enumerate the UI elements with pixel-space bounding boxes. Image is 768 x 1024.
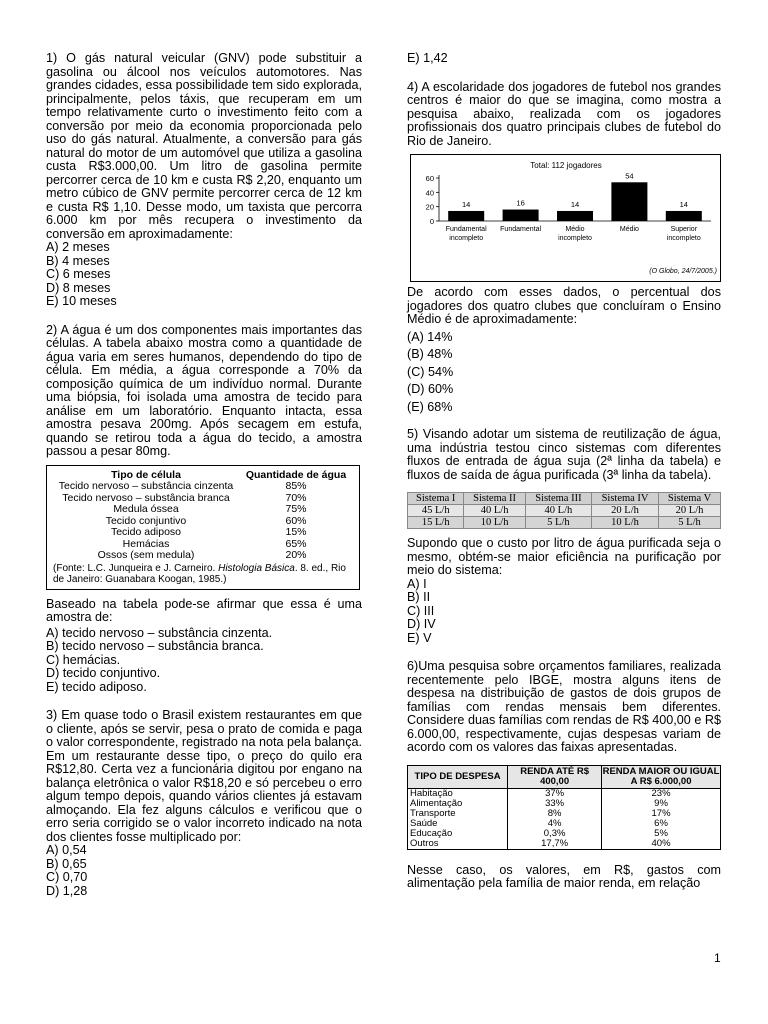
table-cell: Medula óssea <box>113 503 179 515</box>
table-cell: 5 L/h <box>525 517 591 529</box>
option[interactable]: A) 0,54 <box>46 843 87 857</box>
table-cell: 40% <box>602 839 721 850</box>
table-row <box>408 799 721 809</box>
bar-value-label: 54 <box>625 171 634 181</box>
option[interactable]: B) tecido nervoso – substância branca. <box>46 639 264 653</box>
table-source: (Fonte: L.C. Junqueira e J. Carneiro. Histologia Básica. 8. ed., Rio de Janeiro: Guanabara Koogan, 1985.) <box>53 562 346 585</box>
bar <box>666 211 702 221</box>
table-cell: Sistema II <box>464 493 525 505</box>
table-cell: Sistema I <box>408 493 464 505</box>
table-row <box>408 809 721 819</box>
option[interactable]: C) 6 meses <box>46 267 111 281</box>
table-cell: 40 L/h <box>525 505 591 517</box>
option[interactable]: (D) 60% <box>407 382 454 396</box>
question-6-continuation: Nesse caso, os valores, em R$, gastos com alimentação pela família de maior renda, em relação <box>407 862 721 890</box>
bar-value-label: 14 <box>462 199 471 209</box>
bar <box>611 182 647 221</box>
table-cell: Sistema III <box>525 493 591 505</box>
table-header: RENDA ATÉ R$ 400,00 <box>508 765 602 788</box>
y-tick-label: 0 <box>429 217 434 226</box>
table-cell: 4% <box>508 819 602 829</box>
option[interactable]: D) 8 meses <box>46 280 111 295</box>
question-5-text: 5) Visando adotar um sistema de reutilização de água, uma indústria testou cinco sistemas com diferentes fluxos de entrada de água suja (2ª linha da tabela) e fluxos de saída de água purificada (3ª linha da tabela). <box>407 427 721 482</box>
x-tick-label: Fundamental <box>445 226 487 233</box>
x-tick-label: incompleto <box>449 235 484 242</box>
option[interactable]: D) IV <box>407 617 436 631</box>
table-cell: Alimentação <box>408 799 508 809</box>
question-6-text: 6)Uma pesquisa sobre orçamentos familiares, realizada recentemente pelo IBGE, mostra alguns itens de despesa na distribuição de gastos de dois grupos de famílias com rendas mensais bem diferentes. Considere duas famílias com rendas de R$ 400,00 e R$ 6.000,00, respectivamente, cujas despesas variam de acordo com os valores das faixas apresentadas. <box>407 659 721 754</box>
chart-title: Total: 112 jogadores <box>530 161 602 170</box>
table-cell: Sistema IV <box>592 493 659 505</box>
x-tick-label: Médio <box>619 226 639 233</box>
option[interactable]: A) 2 meses <box>46 240 110 254</box>
question-2-prompt: Baseado na tabela pode-se afirmar que essa é uma amostra de: <box>46 596 362 624</box>
option[interactable]: E) 1,42 <box>407 51 448 65</box>
table-row <box>408 517 721 529</box>
table-cell: 0,3% <box>508 829 602 839</box>
table-row <box>408 505 721 517</box>
bar <box>503 210 539 221</box>
table-header: Quantidade de água <box>245 468 347 481</box>
x-tick-label: incompleto <box>558 235 592 242</box>
table-row <box>53 527 353 539</box>
table-header: Tipo de célula <box>111 468 181 481</box>
option[interactable]: C) 0,70 <box>46 870 88 884</box>
table-cell: 6% <box>602 819 721 829</box>
option[interactable]: D) 1,28 <box>46 883 88 898</box>
question-1-options <box>46 241 362 309</box>
bar-chart <box>411 155 721 279</box>
question-3-options <box>46 844 362 898</box>
table-cell: Hemácias <box>122 537 170 550</box>
option[interactable]: B) II <box>407 590 431 604</box>
table-row <box>53 550 353 562</box>
y-tick-label: 60 <box>425 174 434 183</box>
chart-source: (O Globo, 24/7/2005.) <box>649 268 717 275</box>
table-cell: Tecido conjuntivo <box>105 514 187 527</box>
y-tick-label: 40 <box>425 188 434 198</box>
table-row <box>408 819 721 829</box>
table-cell: Sistema V <box>659 493 721 505</box>
table-cell: 17,7% <box>508 839 602 850</box>
table-cell: Ossos (sem medula) <box>97 549 195 561</box>
page-number: 1 <box>714 951 721 965</box>
table-cell: Habitação <box>408 788 508 799</box>
table-row <box>53 481 353 493</box>
table-header: TIPO DE DESPESA <box>408 765 508 788</box>
table-cell: 60% <box>285 514 307 527</box>
table-cell: 15 L/h <box>408 517 464 529</box>
bar <box>448 211 484 221</box>
bar-value-label: 14 <box>679 199 688 209</box>
table-cell: 45 L/h <box>408 505 464 517</box>
schooling-chart <box>410 154 721 282</box>
table-cell: 40 L/h <box>464 505 525 517</box>
question-1-text: 1) O gás natural veicular (GNV) pode substituir a gasolina ou álcool nos veículos automotores. Nas grandes cidades, essa possibilidade tem sido explorada, principalmente, pelos táxis, que recuperam em um tempo relativamente curto o investimento feito com a conversão por meio da economia proporcionada pelo uso do gás natural. Atualmente, a conversão para gás natural do motor de um automóvel que utiliza a gasolina custa R$3.000,00. Um litro de gasolina permite percorrer cerca de 10 km e custa R$ 2,20, enquanto um metro cúbico de GNV permite percorrer cerca de 12 km e custa R$ 1,10. Desse modo, um taxista que percorra 6.000 km por mês recupera o investimento da conversão em aproximadamente: <box>46 51 362 241</box>
cell-water-table <box>46 465 360 590</box>
y-tick-label: 20 <box>425 202 434 212</box>
question-5-options <box>407 578 721 646</box>
option[interactable]: D) tecido conjuntivo. <box>46 666 161 680</box>
table-row <box>408 839 721 850</box>
x-tick-label: incompleto <box>666 235 701 242</box>
table-cell: 20% <box>285 549 307 561</box>
question-3-text: 3) Em quase todo o Brasil existem restaurantes em que o cliente, após se servir, pesa o prato de comida e paga o valor correspondente, registrado na nota pela balança. Em um restaurante desse tipo, o preço do quilo era R$12,80. Certa vez a funcionária digitou por engano na balança eletrônica o valor R$18,20 e só percebeu o erro algum tempo depois, quando vários clientes já estavam almoçando. Ela fez alguns cálculos e verificou que o erro seria corrigido se o valor incorreto indicado na nota dos clientes fosse multiplicado por: <box>46 708 362 844</box>
table-cell: 20 L/h <box>592 505 659 517</box>
table-cell: Outros <box>408 839 508 850</box>
bar <box>557 211 593 221</box>
option[interactable]: C) III <box>407 603 435 618</box>
table-cell: Transporte <box>408 809 508 819</box>
table-cell: 5% <box>602 829 721 839</box>
option[interactable]: (E) 68% <box>407 399 453 414</box>
table-header: RENDA MAIOR OU IGUAL A R$ 6.000,00 <box>602 765 720 787</box>
option[interactable]: E) tecido adiposo. <box>46 679 147 694</box>
table-cell: Saúde <box>408 819 508 829</box>
table-cell: 8% <box>508 809 602 819</box>
question-4-text: 4) A escolaridade dos jogadores de futebol nos grandes centros é maior do que se imagina, como mostra a pesquisa abaixo, realizada com os jogadores profissionais dos quatro principais clubes de futebol do Rio de Janeiro. <box>407 79 721 148</box>
question-4-prompt: De acordo com esses dados, o percentual dos jogadores dos quatro clubes que concluíram o Ensino Médio é de aproximadamente: <box>407 285 721 326</box>
table-cell: 10 L/h <box>592 517 659 529</box>
table-cell: Tecido adiposo <box>110 526 182 538</box>
option[interactable]: A) I <box>407 576 427 591</box>
option[interactable]: C) hemácias. <box>46 652 121 667</box>
option[interactable]: (C) 54% <box>407 364 454 379</box>
option[interactable]: (A) 14% <box>407 329 453 344</box>
table-cell: Educação <box>408 829 508 839</box>
table-cell: 5 L/h <box>659 517 721 529</box>
table-row <box>408 829 721 839</box>
x-tick-label: Fundamental <box>500 226 542 233</box>
table-row <box>408 493 721 505</box>
expenses-table <box>407 765 721 850</box>
option[interactable]: E) V <box>407 630 432 645</box>
question-2-options <box>46 627 362 695</box>
table-cell: 15% <box>285 526 307 538</box>
table-cell: 75% <box>285 503 307 515</box>
table-row <box>53 504 353 516</box>
option[interactable]: E) 10 meses <box>46 294 117 308</box>
systems-table <box>407 492 721 529</box>
table-cell: Tecido nervoso – substância cinzenta <box>58 480 234 492</box>
table-cell: 10 L/h <box>464 517 525 529</box>
question-4-options <box>407 331 721 415</box>
option[interactable]: (B) 48% <box>407 347 453 361</box>
right-column <box>407 52 721 891</box>
table-row <box>53 516 353 528</box>
x-tick-label: Médio <box>565 226 585 233</box>
table-cell: 85% <box>285 480 307 492</box>
table-cell: 9% <box>602 799 721 809</box>
table-cell: Tecido nervoso – substância branca <box>62 491 230 504</box>
table-cell: 17% <box>602 809 721 819</box>
question-5-prompt: Supondo que o custo por litro de água purificada seja o mesmo, obtém-se maior eficiência na purificação por meio do sistema: <box>407 536 721 577</box>
bar-value-label: 14 <box>570 199 580 209</box>
option[interactable]: A) tecido nervoso – substância cinzenta. <box>46 625 273 640</box>
table-row <box>53 493 353 505</box>
left-column <box>46 52 362 898</box>
table-cell: 33% <box>508 799 602 809</box>
bar-value-label: 16 <box>516 198 525 208</box>
option[interactable]: B) 0,65 <box>46 856 87 871</box>
table-cell: 37% <box>508 788 602 799</box>
question-2-text: 2) A água é um dos componentes mais importantes das células. A tabela abaixo mostra como a quantidade de água varia em seres humanos, dependendo do tipo de célula. Em média, a água corresponde a 70% da composição química de um indivíduo normal. Durante uma biópsia, foi isolada uma amostra de tecido para análise em um laboratório. Enquanto intacta, essa amostra pesava 200mg. Após secagem em estufa, quando se retirou toda a água do tecido, a amostra passou a pesar 80mg. <box>46 322 362 458</box>
table-cell: 20 L/h <box>659 505 721 517</box>
table-row <box>408 788 721 799</box>
table-cell: 65% <box>285 537 307 550</box>
option[interactable]: B) 4 meses <box>46 253 110 268</box>
table-cell: 70% <box>285 491 307 504</box>
x-tick-label: Superior <box>670 226 698 233</box>
table-cell: 23% <box>602 788 721 799</box>
